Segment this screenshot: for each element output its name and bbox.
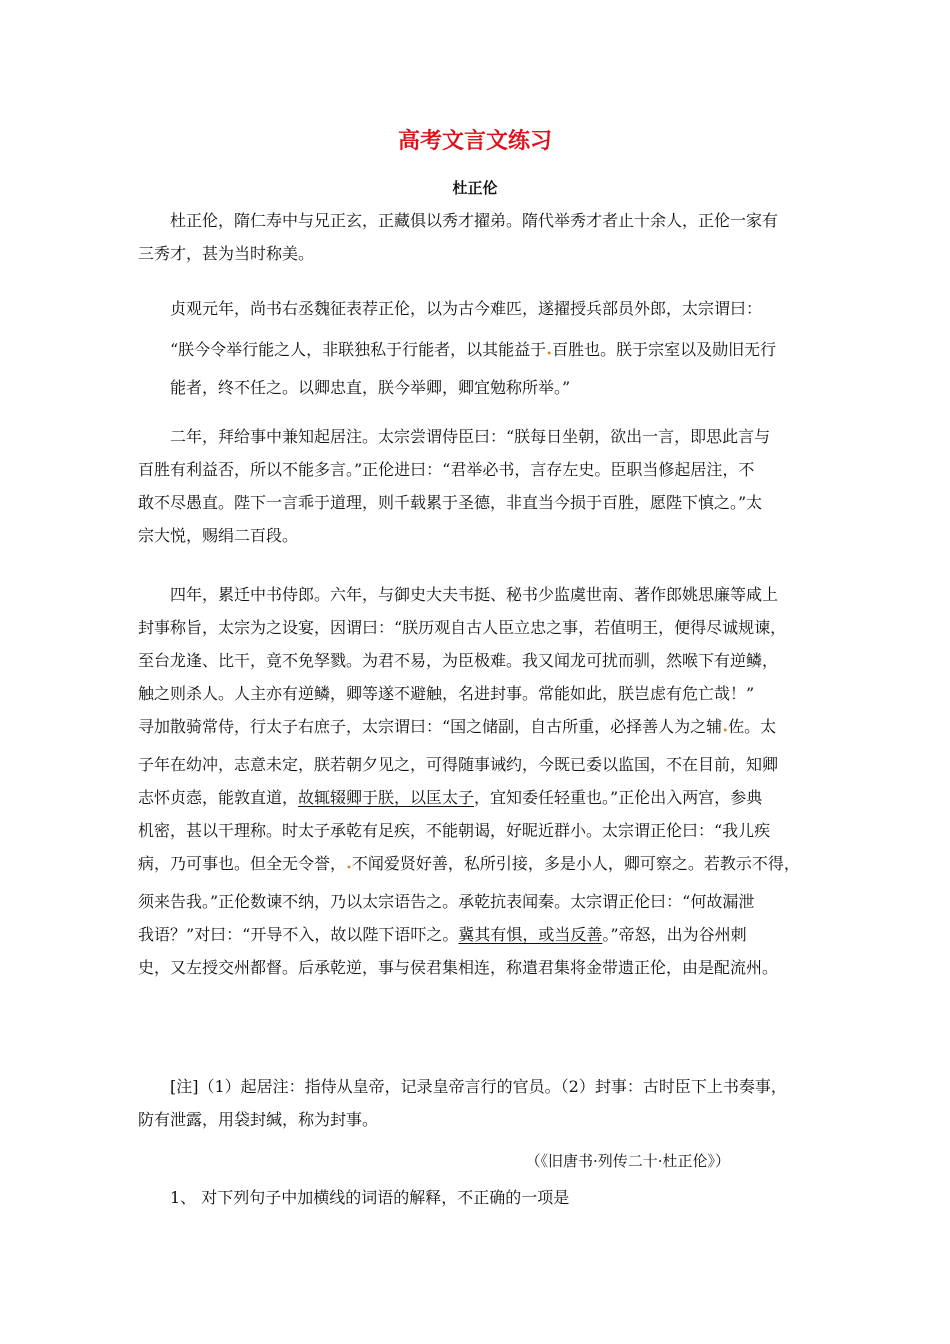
text-segment: 佐。太 <box>728 717 777 736</box>
text-line <box>138 781 818 814</box>
text-line <box>138 847 818 885</box>
underlined-sentence: 故辄辍卿于朕，以匡太子 <box>298 788 475 807</box>
text-line: 封事称旨，太宗为之设宴，因谓曰：“朕历观自古人臣立忠之事，若值明王，便得尽诚规谏， <box>138 618 787 637</box>
article-title: 杜正伦 <box>452 179 498 197</box>
underlined-sentence: 冀其有惧，或当反善 <box>458 925 603 944</box>
emphasis-dot-icon: • <box>722 726 729 737</box>
paragraph-2 <box>138 292 818 325</box>
text-line: 杜正伦，隋仁寿中与兄正玄，正藏俱以秀才擢弟。隋代举秀才者止十余人，正伦一家有 <box>170 211 779 230</box>
text-line: 三秀才，甚为当时称美。 <box>138 244 315 263</box>
notes <box>138 1070 818 1136</box>
text-segment: 我语？”对曰：“开导不入，故以陛下语吓之。 <box>138 925 459 944</box>
text-line: 至台龙逢、比干，竟不免孥戮。为君不易，为臣极难。我又闻龙可扰而驯，然喉下有逆鳞， <box>138 651 779 670</box>
text-line <box>138 918 818 951</box>
text-line: 四年，累迁中书侍郎。六年，与御史大夫韦挺、秘书少监虞世南、著作郎姚思廉等咸上 <box>170 585 779 604</box>
page-title: 高考文言文练习 <box>397 129 552 154</box>
text-segment: 病，乃可事也。但全无令誉， <box>138 854 347 873</box>
question-1: 1、 对下列句子中加横线的词语的解释，不正确的一项是 <box>170 1188 570 1207</box>
text-line: 触之则杀人。人主亦有逆鳞，卿等遂不避触，名进封事。常能如此，朕岂虑有危亡哉！” <box>138 684 755 703</box>
text-line: 贞观元年，尚书右丞魏征表荐正伦，以为古今难匹，遂擢授兵部员外郎，太宗谓曰： <box>170 299 763 318</box>
paragraph-4 <box>138 420 818 552</box>
text-segment: 寻加散骑常侍，行太子右庶子，太宗谓曰：“国之储副，自古所重，必择善人为之辅 <box>138 717 723 736</box>
text-segment: ，宜知委任轻重也。”正伦出入两宫，参典 <box>474 788 763 807</box>
text-line: 能者，终不任之。以卿忠直，朕今举卿，卿宜勉称所举。” <box>170 378 571 397</box>
text-line <box>138 710 818 748</box>
text-line: 二年，拜给事中兼知起居注。太宗尝谓侍臣曰：“朕每日坐朝，欲出一言，即思此言与 <box>170 427 771 446</box>
text-segment: 不闻爱贤好善，私所引接，多是小人，卿可察之。若教示不得， <box>351 854 800 873</box>
text-line: 史，又左授交州都督。后承乾逆，事与侯君集相连，称遣君集将金带遗正伦，由是配流州。 <box>138 958 779 977</box>
text-segment: 百胜也。朕于宗室以及勋旧无行 <box>552 340 777 359</box>
text-line: 百胜有利益否，所以不能多言。”正伦进曰：“君举必书，言存左史。臣职当修起居注，不 <box>138 460 755 479</box>
source-citation: （《旧唐书·列传二十·杜正伦》） <box>525 1152 730 1170</box>
text-line: 子年在幼冲，志意未定，朕若朝夕见之，可得随事诫约，今既已委以监国，不在目前，知卿 <box>138 755 779 774</box>
text-line: 防有泄露，用袋封缄，称为封事。 <box>138 1110 379 1129</box>
paragraph-1 <box>138 204 818 270</box>
text-line: [注]（1）起居注：指侍从皇帝，记录皇帝言行的官员。（2）封事：古时臣下上书奏事， <box>170 1077 787 1096</box>
text-segment: 志怀贞悫，能敦直道， <box>138 788 299 807</box>
paragraph-5 <box>138 578 818 984</box>
emphasis-dot-icon: • <box>346 863 352 874</box>
text-line: 敢不尽愚直。陛下一言乖于道理，则千载累于圣德，非直当今损于百胜，愿陛下慎之。”太 <box>138 493 763 512</box>
text-segment: “朕今令举行能之人，非联独私于行能者，以其能益于 <box>170 340 547 359</box>
text-line <box>170 333 820 371</box>
emphasis-dot-icon: • <box>546 349 553 360</box>
text-line: 机密，甚以干理称。时太子承乾有足疾，不能朝谒，好昵近群小。太宗谓正伦曰：“我儿疾 <box>138 821 771 840</box>
paragraph-3 <box>170 333 820 404</box>
text-segment: 。”帝怒，出为谷州刺 <box>602 925 747 944</box>
text-line: 宗大悦，赐绢二百段。 <box>138 526 299 545</box>
text-line: 须来告我。”正伦数谏不纳，乃以太宗语告之。承乾抗表闻秦。太宗谓正伦曰：“何故漏泄 <box>138 892 755 911</box>
